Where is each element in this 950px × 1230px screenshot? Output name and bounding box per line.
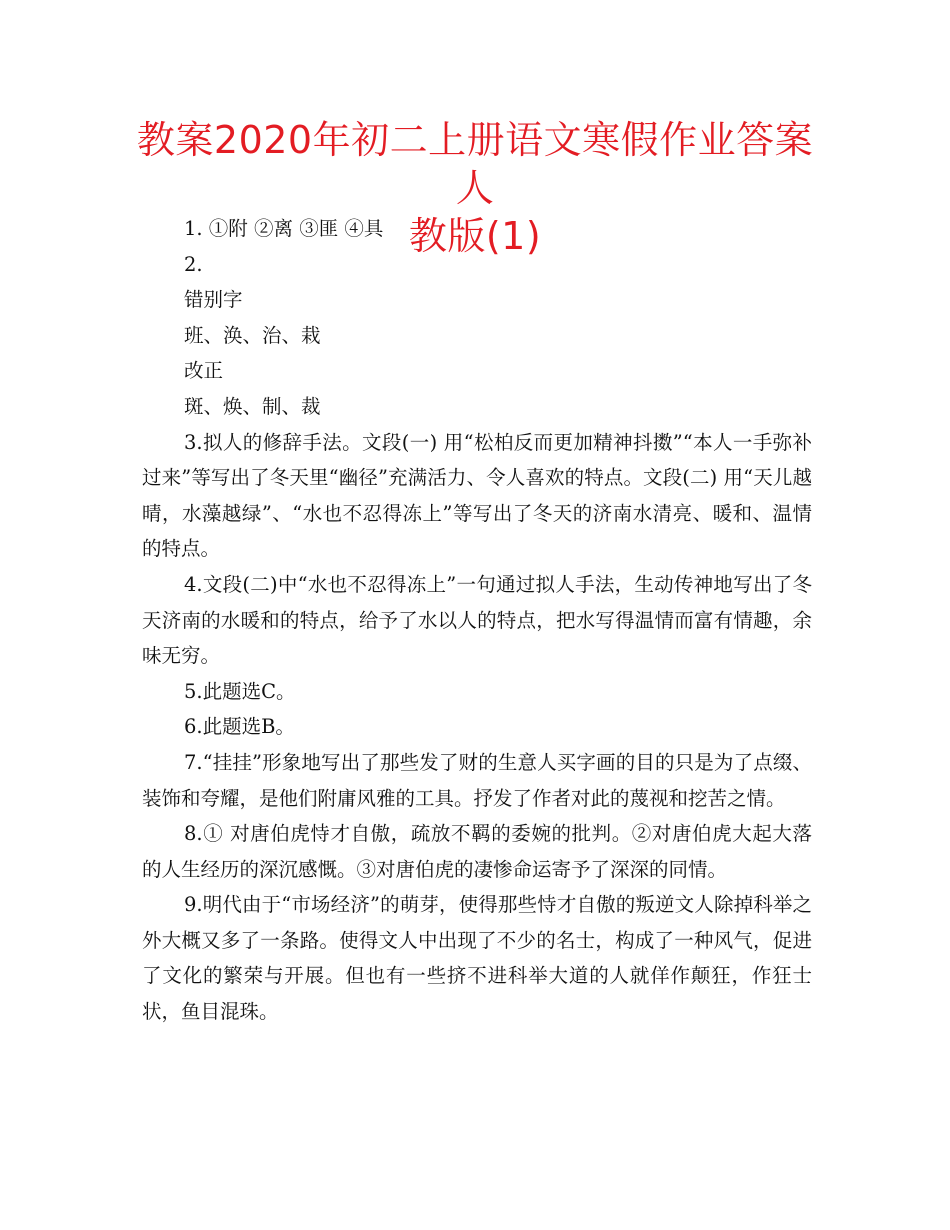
document-body: [142, 211, 812, 1030]
answer-6: 6.此题选B。: [184, 715, 295, 739]
answer-2-fix-chars: 斑、焕、制、裁: [184, 394, 321, 418]
answer-8: 8.① 对唐伯虎恃才自傲，疏放不羁的委婉的批判。②对唐伯虎大起大落的人生经历的深沉感慨。③对唐伯虎的凄惨命运寄予了深深的同情。: [142, 822, 812, 881]
answer-2-wrong-header: 错别字: [184, 288, 243, 312]
answer-5: 5.此题选C。: [184, 679, 296, 703]
answer-3: 3.拟人的修辞手法。文段(一) 用“松柏反而更加精神抖擞”“本人一手弥补过来”等写出了冬天里“幽径”充满活力、令人喜欢的特点。文段(二) 用“天儿越晴，水藻越绿”、“水也不忍得冻上”等写出了冬天的济南水清亮、暖和、温情的特点。: [142, 430, 812, 561]
answer-1: 1. ①附 ②离 ③匪 ④具: [184, 217, 384, 240]
answer-2-wrong-chars: 班、涣、治、栽: [184, 323, 321, 347]
answer-9: 9.明代由于“市场经济”的萌芽，使得那些恃才自傲的叛逆文人除掉科举之外大概又多了一条路。使得文人中出现了不少的名士，构成了一种风气，促进了文化的繁荣与开展。但也有一些挤不进科举大道的人就佯作颠狂，作狂士状，鱼目混珠。: [142, 893, 812, 1024]
answer-2-fix-header: 改正: [184, 359, 224, 383]
title-line-1: 教案2020年初二上册语文寒假作业答案人: [136, 118, 814, 210]
answer-7: 7.“挂挂”形象地写出了那些发了财的生意人买字画的目的只是为了点缀、装饰和夸耀，是他们附庸风雅的工具。抒发了作者对此的蔑视和挖苦之情。: [142, 750, 812, 810]
answer-4: 4.文段(二)中“水也不忍得冻上”一句通过拟人手法，生动传神地写出了冬天济南的水暖和的特点，给予了水以人的特点，把水写得温情而富有情趣，余味无穷。: [142, 572, 812, 668]
title-line-2: 教版(1): [408, 214, 542, 258]
answer-2: 2.: [184, 252, 203, 276]
